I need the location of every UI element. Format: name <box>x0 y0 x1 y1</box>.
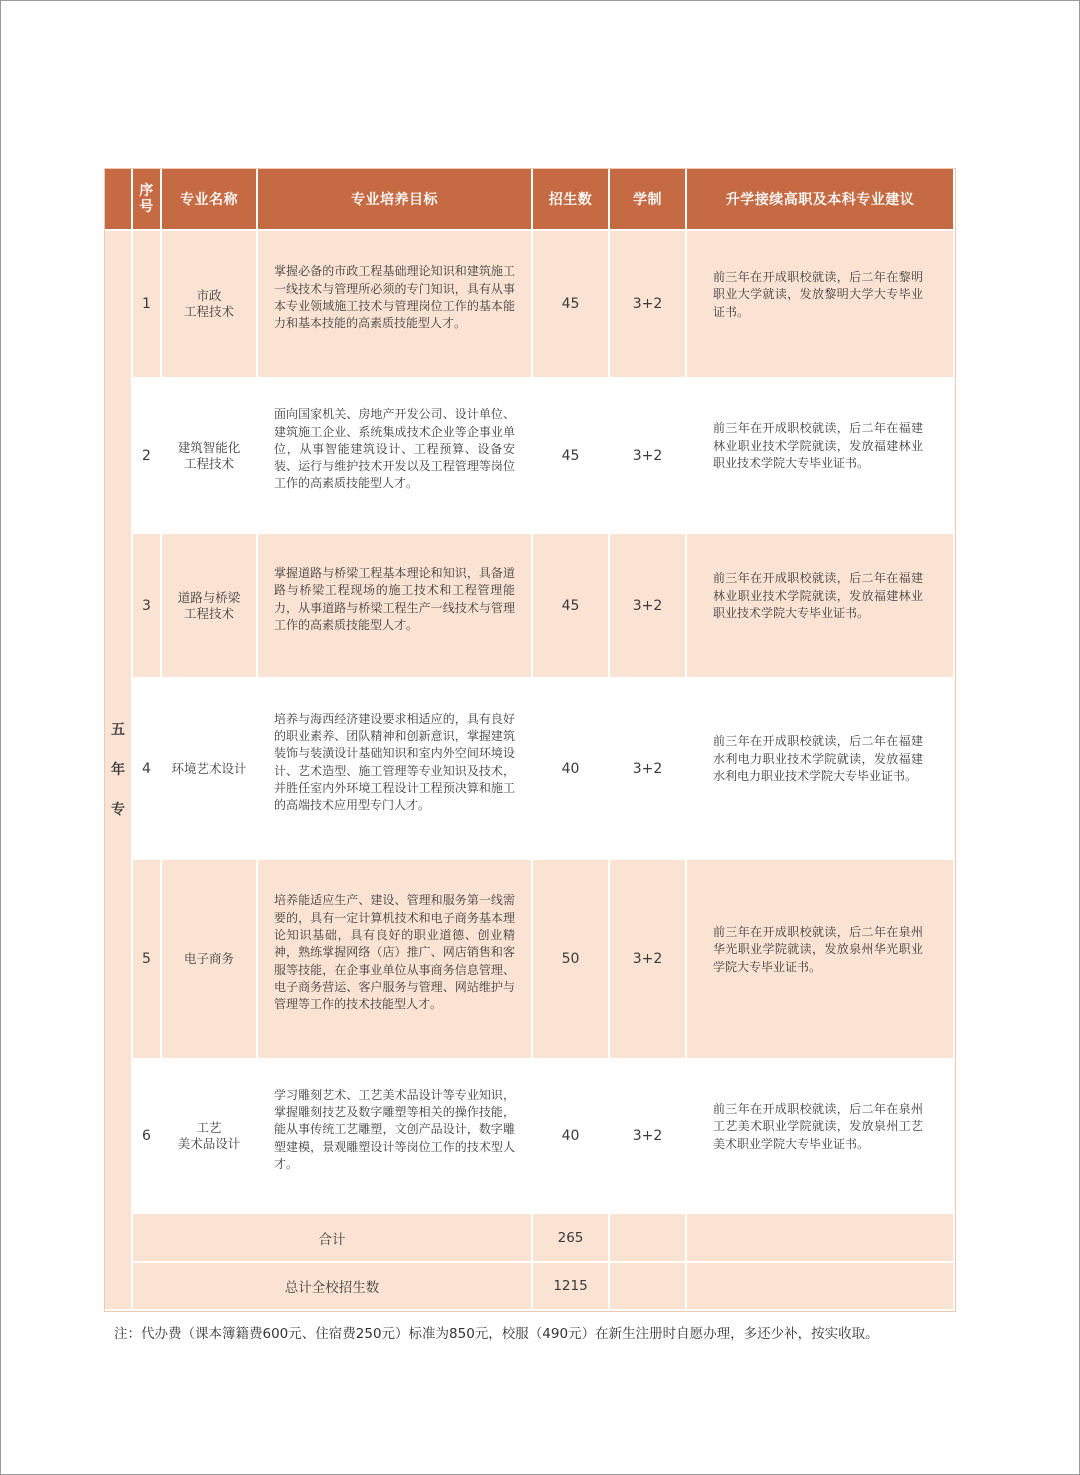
enroll-count: 45 <box>533 231 610 379</box>
subtotal-value: 265 <box>533 1214 610 1263</box>
category-cell <box>105 231 133 1311</box>
row-number: 2 <box>133 379 162 534</box>
major-name <box>162 1060 258 1214</box>
subtotal-blank <box>610 1214 687 1263</box>
enrollment-table <box>104 168 956 1312</box>
major-name <box>162 860 258 1060</box>
duration: 3+2 <box>610 679 687 860</box>
row-number: 1 <box>133 231 162 379</box>
row-number: 5 <box>133 860 162 1060</box>
major-line: 市政 <box>196 288 222 303</box>
major-line: 工程技术 <box>183 605 234 621</box>
total-label: 总计全校招生数 <box>133 1263 533 1311</box>
goal-text: 掌握必备的市政工程基础理论知识和建筑施工一线技术与管理所必须的专门知识，具有从事本专业领域施工技术与管理岗位工作的基本能力和基本技能的高素质技能型人才。 <box>274 264 515 331</box>
row-number: 3 <box>133 534 162 679</box>
advice-text: 前三年在开成职校就读，后二年在泉州华光职业学院就读，发放泉州华光职业学院大专毕业证书。 <box>713 924 923 974</box>
table-row <box>105 860 955 1060</box>
total-blank <box>687 1263 955 1311</box>
major-line: 工程技术 <box>183 455 234 471</box>
duration: 3+2 <box>610 1060 687 1214</box>
training-goal <box>258 679 533 860</box>
table-row <box>105 231 955 379</box>
major-line: 道路与桥梁 <box>177 589 241 605</box>
duration: 3+2 <box>610 534 687 679</box>
goal-text: 培养与海西经济建设要求相适应的，具有良好的职业素养、团队精神和创新意识，掌握建筑装饰与装潢设计基础知识和室内外空间环境设计、艺术造型、施工管理等专业知识及技术，并胜任室内外环境工程设计工程预决算和施工的高端技术应用型专门人才。 <box>274 711 515 813</box>
category-label: 五年专 <box>111 722 125 818</box>
header-count: 招生数 <box>533 169 610 231</box>
major-line: 美术品设计 <box>177 1136 241 1151</box>
advice <box>687 1060 955 1214</box>
advice <box>687 231 955 379</box>
major-name <box>162 679 258 860</box>
header-blank <box>105 169 133 231</box>
enroll-count: 40 <box>533 1060 610 1214</box>
subtotal-row <box>105 1214 955 1263</box>
header-advice: 升学接续高职及本科专业建议 <box>687 169 955 231</box>
total-row <box>105 1263 955 1311</box>
training-goal <box>258 534 533 679</box>
subtotal-label: 合计 <box>133 1214 533 1263</box>
total-value: 1215 <box>533 1263 610 1311</box>
table-row <box>105 1060 955 1214</box>
major-line: 工艺 <box>196 1120 222 1135</box>
header-duration: 学制 <box>610 169 687 231</box>
major-line: 工程技术 <box>183 304 234 319</box>
advice <box>687 534 955 679</box>
training-goal <box>258 231 533 379</box>
row-number: 4 <box>133 679 162 860</box>
major-name <box>162 534 258 679</box>
advice <box>687 679 955 860</box>
training-goal <box>258 379 533 534</box>
table-row <box>105 534 955 679</box>
advice-text: 前三年在开成职校就读，后二年在福建水利电力职业技术学院就读，发放福建水利电力职业技术学院大专毕业证书。 <box>713 734 923 784</box>
advice-text: 前三年在开成职校就读，后二年在黎明职业大学就读，发放黎明大学大专毕业证书。 <box>713 269 923 319</box>
training-goal <box>258 1060 533 1214</box>
row-number: 6 <box>133 1060 162 1214</box>
advice-text: 前三年在开成职校就读，后二年在泉州工艺美术职业学院就读，发放泉州工艺美术职业学院大专毕业证书。 <box>713 1101 923 1151</box>
enroll-count: 45 <box>533 534 610 679</box>
major-line: 建筑智能化 <box>177 439 241 455</box>
table-row <box>105 379 955 534</box>
header-major: 专业名称 <box>162 169 258 231</box>
duration: 3+2 <box>610 231 687 379</box>
table-row <box>105 679 955 860</box>
major-name <box>162 231 258 379</box>
major-line: 电子商务 <box>183 951 234 966</box>
advice <box>687 379 955 534</box>
total-blank <box>610 1263 687 1311</box>
advice-text: 前三年在开成职校就读，后二年在福建林业职业技术学院就读，发放福建林业职业技术学院大专毕业证书。 <box>713 421 923 471</box>
header-goal: 专业培养目标 <box>258 169 533 231</box>
goal-text: 培养能适应生产、建设、管理和服务第一线需要的，具有一定计算机技术和电子商务基本理论知识基础，具有良好的职业道德、创业精神，熟练掌握网络（店）推广、网店销售和客服等技能，在企事业单位从事商务信息管理、电子商务营运、客户服务与管理、网站维护与管理等工作的技术技能型人才。 <box>274 893 515 1012</box>
header-seq: 序号 <box>133 169 162 231</box>
goal-text: 面向国家机关、房地产开发公司、设计单位、建筑施工企业、系统集成技术企业等企事业单位，从事智能建筑设计、工程预算、设备安装、运行与维护技术开发以及工程管理等岗位工作的高素质技能型人才。 <box>274 407 515 491</box>
advice <box>687 860 955 1060</box>
goal-text: 掌握道路与桥梁工程基本理论和知识，具备道路与桥梁工程现场的施工技术和工程管理能力，从事道路与桥梁工程生产一线技术与管理工作的高素质技能型人才。 <box>274 565 515 632</box>
duration: 3+2 <box>610 379 687 534</box>
fee-note: 注：代办费（课本簿籍费600元、住宿费250元）标准为850元，校服（490元）在新生注册时自愿办理，多还少补，按实收取。 <box>114 1326 879 1342</box>
subtotal-blank <box>687 1214 955 1263</box>
major-line: 环境艺术设计 <box>171 760 247 776</box>
goal-text: 学习雕刻艺术、工艺美术品设计等专业知识，掌握雕刻技艺及数字雕塑等相关的操作技能，能从事传统工艺雕塑，文创产品设计，数字雕塑建模，景观雕塑设计等岗位工作的技术型人才。 <box>274 1087 515 1171</box>
training-goal <box>258 860 533 1060</box>
enroll-count: 45 <box>533 379 610 534</box>
enroll-count: 40 <box>533 679 610 860</box>
duration: 3+2 <box>610 860 687 1060</box>
enroll-count: 50 <box>533 860 610 1060</box>
advice-text: 前三年在开成职校就读，后二年在福建林业职业技术学院就读，发放福建林业职业技术学院大专毕业证书。 <box>713 571 923 621</box>
major-name <box>162 379 258 534</box>
header-row <box>105 169 955 231</box>
